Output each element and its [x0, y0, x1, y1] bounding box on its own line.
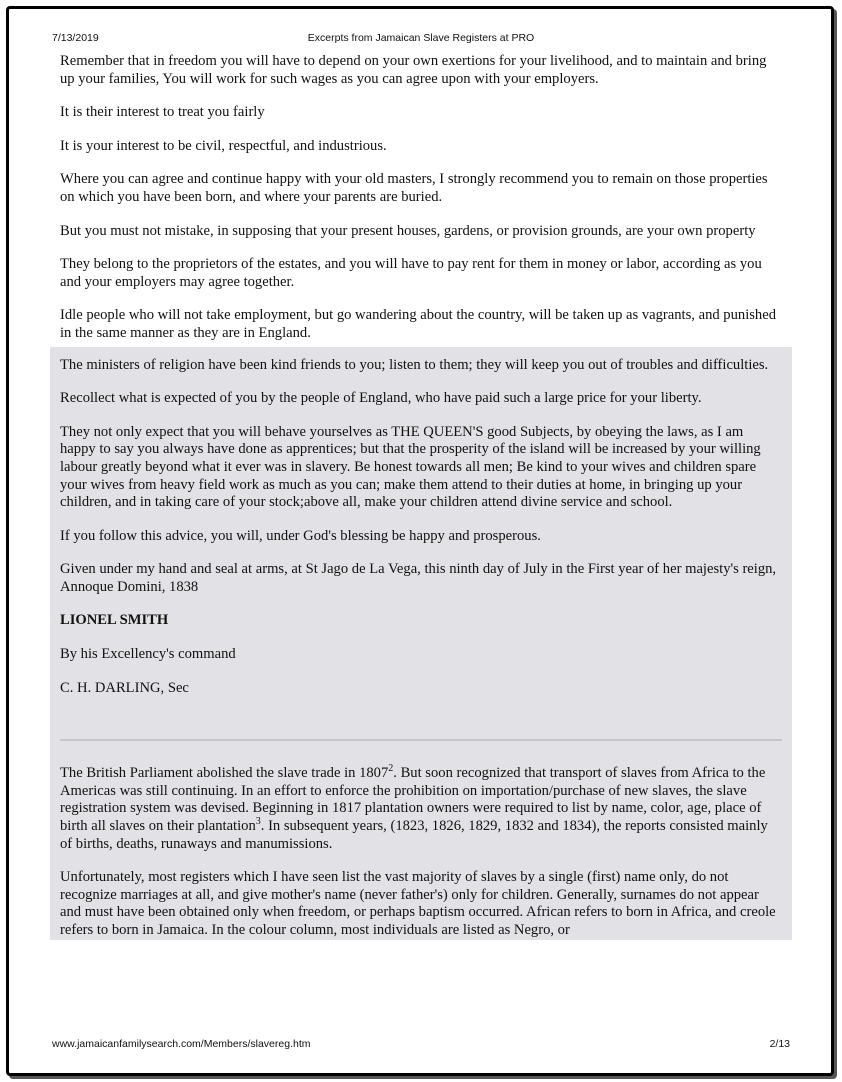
paragraph: But you must not mistake, in supposing that your present houses, gardens, or provision grounds, are your own property — [60, 222, 756, 239]
secretary-line: C. H. DARLING, Sec — [60, 679, 189, 696]
footnote-ref-2[interactable]: 2 — [388, 763, 394, 775]
paragraph: If you follow this advice, you will, under God's blessing be happy and prosperous. — [60, 527, 541, 544]
commentary-text: The British Parliament abolished the slave trade in 1807 — [60, 765, 389, 782]
page-content — [50, 49, 792, 1032]
paragraph: It is your interest to be civil, respectful, and industrious. — [60, 137, 387, 154]
paragraph: It is their interest to treat you fairly — [60, 104, 265, 121]
paragraph: Idle people who will not take employment, but go wandering about the country, will be taken up as vagrants, and punished in the same manner as they are in England. — [60, 307, 777, 341]
commentary-text: . In subsequent years, (1823, 1826, 1829, 1832 and 1834), the reports consisted mainly of births, deaths, runaways and manumissions. — [60, 818, 768, 852]
paragraph: Given under my hand and seal at arms, at St Jago de La Vega, this ninth day of July in the First year of her majesty's reign, Annoque Domini, 1838 — [60, 561, 777, 595]
page-url: www.jamaicanfamilysearch.com/Members/slavereg.htm — [52, 1038, 311, 1050]
paragraph: They not only expect that you will behave yourselves as THE QUEEN'S good Subjects, by obeying the laws, as I am happy to say you always have done as apprentices; but that the prosperity of the island will be increased by your willing labour greatly beyond what it ever was in slavery. Be honest towards all men; Be kind to your wives and children spare your wives from heavy field work as much as you can; make them attend to their duties at home, in bringing up your children, and in taking care of your stock;above all, make your children attend divine service and school. — [60, 423, 761, 511]
paragraph: Where you can agree and continue happy with your old masters, I strongly recommend you to remain on those properties on which you have been born, and where your parents are buried. — [60, 171, 768, 205]
footnote-ref-3[interactable]: 3 — [255, 816, 261, 828]
signature: LIONEL SMITH — [60, 612, 169, 629]
print-footer — [52, 1038, 790, 1052]
proclamation-top — [50, 49, 792, 347]
paragraph: Recollect what is expected of you by the people of England, who have paid such a large price for your liberty. — [60, 390, 702, 407]
commentary-paragraph: Unfortunately, most registers which I have seen list the vast majority of slaves by a single (first) name only, do not recognize marriages at all, and give mother's name (never father's) only for children. Generally, surnames do not appear and must have been obtained only when freedom, or perhaps baptism occurred. African refers to born in Africa, and creole refers to born in Jamaica. In the colour column, most individuals are listed as Negro, or — [60, 869, 776, 938]
document-title: Excerpts from Jamaican Slave Registers at PRO — [307, 32, 535, 44]
shaded-section — [50, 347, 792, 940]
paragraph: Remember that in freedom you will have to depend on your own exertions for your livelihood, and to maintain and bring up your families, You will work for such wages as you can agree upon with your employers. — [60, 53, 767, 87]
section-divider — [60, 739, 782, 741]
paragraph: They belong to the proprietors of the estates, and you will have to pay rent for them in money or labor, according as you and your employers may agree together. — [60, 256, 762, 290]
commentary-paragraph — [60, 765, 782, 853]
page-number: 2/13 — [769, 1038, 790, 1050]
command-line: By his Excellency's command — [60, 646, 236, 663]
paragraph: The ministers of religion have been kind friends to you; listen to them; they will keep you out of troubles and difficulties. — [60, 356, 769, 373]
print-header — [52, 32, 790, 46]
commentary-text: . But soon recognized that transport of slaves from Africa to the Americas was still continuing. In an effort to enforce the prohibition on importation/purchase of new slaves, the slave registration system was devised. Beginning in 1817 plantation owners were required to list by name, color, age, place of birth all slaves on their plantation — [60, 765, 766, 835]
print-date: 7/13/2019 — [52, 32, 99, 44]
